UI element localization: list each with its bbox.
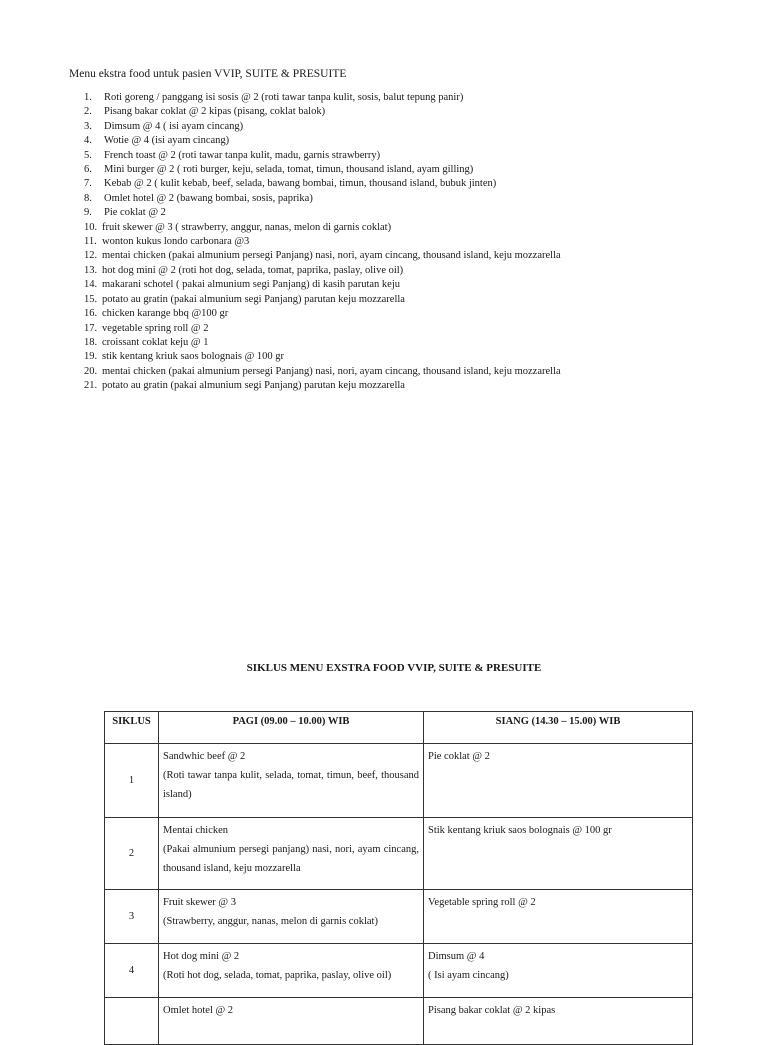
menu-list xyxy=(84,91,561,394)
siang-item-title: Pisang bakar coklat @ 2 kipas xyxy=(428,1005,556,1016)
pagi-cell xyxy=(159,944,424,998)
pagi-item-desc: (Pakai almunium persegi panjang) nasi, nori, ayam cincang, thousand island, keju mozzarella xyxy=(163,844,419,874)
item-text: Dimsum @ 4 ( isi ayam cincang) xyxy=(104,120,244,132)
list-item xyxy=(84,192,561,206)
list-item xyxy=(84,163,561,177)
list-item xyxy=(84,120,561,134)
siang-item-desc: ( Isi ayam cincang) xyxy=(428,970,509,981)
item-text: potato au gratin (pakai almunium segi Panjang) parutan keju mozzarella xyxy=(102,293,405,305)
siang-item-title: Pie coklat @ 2 xyxy=(428,751,490,762)
item-number: 21. xyxy=(84,380,98,392)
item-number: 3. xyxy=(84,120,92,132)
item-number: 5. xyxy=(84,149,92,161)
pagi-item-title: Hot dog mini @ 2 xyxy=(163,951,240,962)
pagi-item-title: Mentai chicken xyxy=(163,825,229,836)
item-text: Roti goreng / panggang isi sosis @ 2 (roti tawar tanpa kulit, sosis, balut tepung panir) xyxy=(104,92,464,103)
item-text: mentai chicken (pakai almunium persegi Panjang) nasi, nori, ayam cincang, thousand island, keju mozzarella xyxy=(102,250,561,262)
list-item xyxy=(84,264,561,278)
list-item xyxy=(84,293,561,307)
header-siang: SIANG (14.30 – 15.00) WIB xyxy=(424,712,693,744)
list-item xyxy=(84,206,561,220)
list-item xyxy=(84,221,561,235)
pagi-item-title: Fruit skewer @ 3 xyxy=(163,897,236,908)
menu-intro: Menu ekstra food untuk pasien VVIP, SUITE & PRESUITE xyxy=(69,68,347,80)
siklus-cell xyxy=(105,998,159,1045)
menu-cycle-table xyxy=(104,711,693,1045)
item-number: 17. xyxy=(84,322,98,334)
pagi-cell xyxy=(159,998,424,1045)
item-number: 20. xyxy=(84,365,98,377)
table-title: SIKLUS MENU EXSTRA FOOD VVIP, SUITE & PRESUITE xyxy=(246,662,542,674)
item-number: 9. xyxy=(84,207,92,219)
pagi-cell xyxy=(159,744,424,818)
siang-cell xyxy=(424,998,693,1045)
list-item xyxy=(84,149,561,163)
item-text: Wotie @ 4 (isi ayam cincang) xyxy=(104,135,230,147)
pagi-item-title: Sandwhic beef @ 2 xyxy=(163,751,246,762)
item-number: 18. xyxy=(84,336,98,348)
siklus-cell: 2 xyxy=(105,818,159,890)
list-item xyxy=(84,235,561,249)
item-text: French toast @ 2 (roti tawar tanpa kulit, madu, garnis strawberry) xyxy=(104,149,381,161)
list-item xyxy=(84,105,561,119)
item-text: wonton kukus londo carbonara @3 xyxy=(102,236,250,248)
list-item xyxy=(84,350,561,364)
list-item xyxy=(84,134,561,148)
list-item xyxy=(84,249,561,263)
siang-cell xyxy=(424,944,693,998)
siklus-cell: 3 xyxy=(105,890,159,944)
pagi-item-desc: (Roti tawar tanpa kulit, selada, tomat, timun, beef, thousand island) xyxy=(163,770,419,800)
pagi-item-title: Omlet hotel @ 2 xyxy=(163,1005,234,1016)
item-text: makarani schotel ( pakai almunium segi Panjang) di kasih parutan keju xyxy=(102,279,400,291)
item-number: 4. xyxy=(84,135,92,147)
item-number: 2. xyxy=(84,106,92,118)
item-number: 7. xyxy=(84,178,92,190)
header-pagi: PAGI (09.00 – 10.00) WIB xyxy=(159,712,424,744)
siang-cell xyxy=(424,890,693,944)
table-header-row xyxy=(105,712,693,744)
list-item xyxy=(84,379,561,393)
item-text: potato au gratin (pakai almunium segi Panjang) parutan keju mozzarella xyxy=(102,380,405,392)
siang-item-title: Stik kentang kriuk saos bolognais @ 100 gr xyxy=(428,825,612,836)
item-text: stik kentang kriuk saos bolognais @ 100 gr xyxy=(102,351,285,363)
table-row xyxy=(105,744,693,818)
list-item xyxy=(84,307,561,321)
item-text: croissant coklat keju @ 1 xyxy=(102,336,209,348)
list-item xyxy=(84,278,561,292)
item-number: 1. xyxy=(84,92,92,103)
list-item xyxy=(84,177,561,191)
table-row xyxy=(105,998,693,1045)
item-number: 15. xyxy=(84,293,98,305)
item-number: 11. xyxy=(84,236,97,248)
list-item xyxy=(84,365,561,379)
item-text: fruit skewer @ 3 ( strawberry, anggur, nanas, melon di garnis coklat) xyxy=(102,221,392,233)
item-number: 14. xyxy=(84,279,98,291)
item-number: 8. xyxy=(84,192,92,204)
table-row xyxy=(105,944,693,998)
header-siklus: SIKLUS xyxy=(105,712,159,744)
table-row xyxy=(105,818,693,890)
item-number: 10. xyxy=(84,221,98,233)
pagi-cell xyxy=(159,890,424,944)
siang-cell xyxy=(424,818,693,890)
item-number: 12. xyxy=(84,250,98,262)
item-number: 16. xyxy=(84,308,98,320)
item-text: Pie coklat @ 2 xyxy=(104,207,166,219)
item-text: Omlet hotel @ 2 (bawang bombai, sosis, paprika) xyxy=(104,192,313,204)
siang-item-title: Vegetable spring roll @ 2 xyxy=(428,897,536,908)
item-text: Kebab @ 2 ( kulit kebab, beef, selada, bawang bombai, timun, thousand island, bubuk jinten) xyxy=(104,178,497,190)
siang-item-title: Dimsum @ 4 xyxy=(428,951,485,962)
item-text: vegetable spring roll @ 2 xyxy=(102,322,209,334)
list-item xyxy=(84,336,561,350)
siklus-cell: 4 xyxy=(105,944,159,998)
pagi-item-desc: (Strawberry, anggur, nanas, melon di garnis coklat) xyxy=(163,916,378,927)
item-number: 13. xyxy=(84,264,98,276)
item-number: 6. xyxy=(84,164,92,176)
item-text: Mini burger @ 2 ( roti burger, keju, selada, tomat, timun, thousand island, ayam gilling) xyxy=(104,164,474,176)
item-text: mentai chicken (pakai almunium persegi Panjang) nasi, nori, ayam cincang, thousand island, keju mozzarella xyxy=(102,365,561,377)
list-item xyxy=(84,91,561,105)
pagi-cell xyxy=(159,818,424,890)
item-number: 19. xyxy=(84,351,98,363)
siang-cell xyxy=(424,744,693,818)
list-item xyxy=(84,322,561,336)
item-text: hot dog mini @ 2 (roti hot dog, selada, tomat, paprika, paslay, olive oil) xyxy=(102,264,404,276)
item-text: Pisang bakar coklat @ 2 kipas (pisang, coklat balok) xyxy=(104,106,326,118)
table-row xyxy=(105,890,693,944)
siklus-cell: 1 xyxy=(105,744,159,818)
pagi-item-desc: (Roti hot dog, selada, tomat, paprika, paslay, olive oil) xyxy=(163,970,392,981)
item-text: chicken karange bbq @100 gr xyxy=(102,308,229,320)
